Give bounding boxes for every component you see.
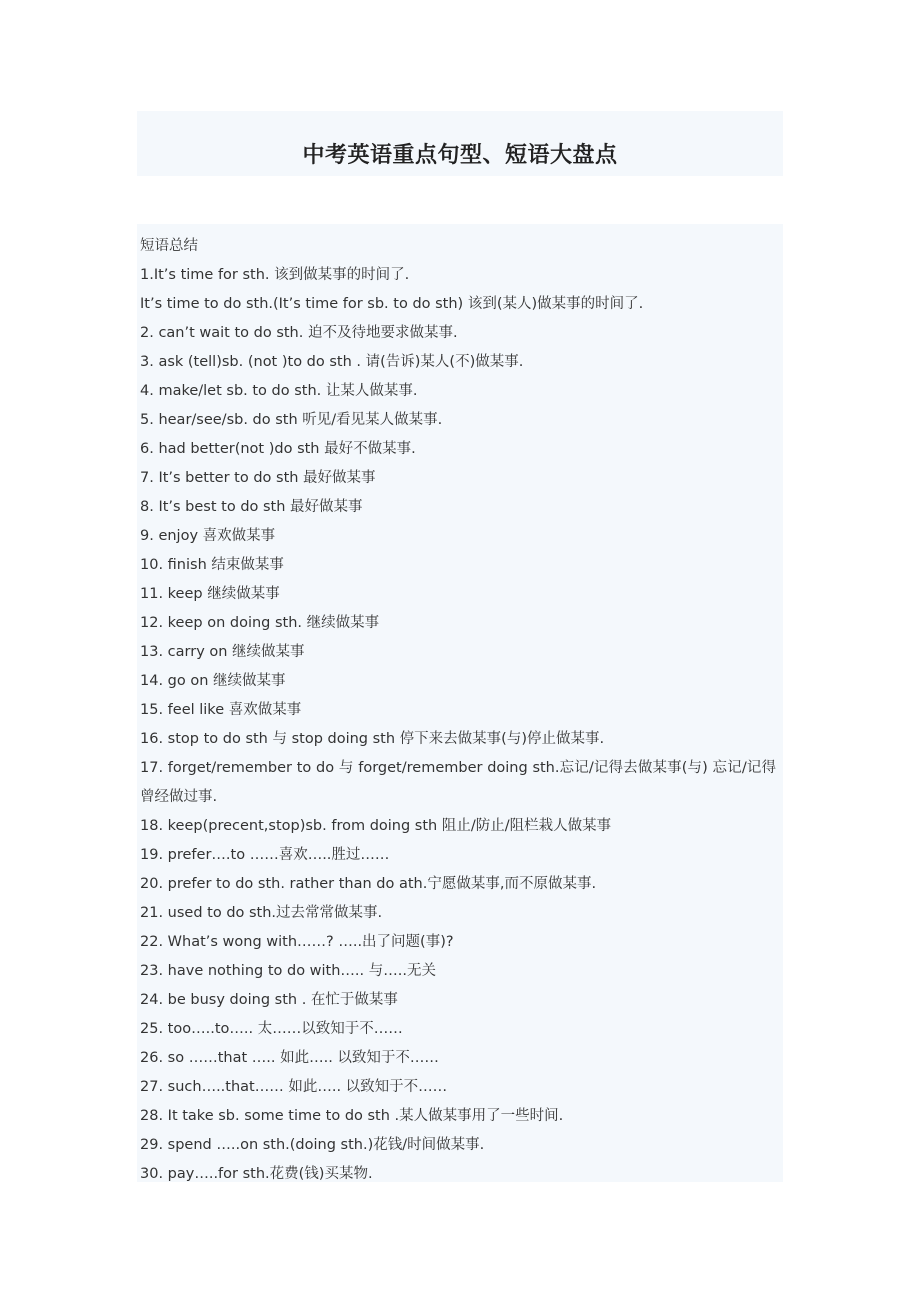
- phrase-line: 8. It’s best to do sth 最好做某事: [140, 499, 363, 515]
- phrase-line: 24. be busy doing sth . 在忙于做某事: [140, 992, 398, 1008]
- phrase-line: 9. enjoy 喜欢做某事: [140, 528, 276, 544]
- phrase-line: 22. What’s wong with……? …..出了问题(事)?: [140, 934, 454, 950]
- phrase-list: [140, 232, 776, 1189]
- phrase-line: 14. go on 继续做某事: [140, 673, 286, 689]
- phrase-line: 23. have nothing to do with….. 与…..无关: [140, 963, 436, 979]
- phrase-line: 18. keep(precent,stop)sb. from doing sth 阻止/防止/阻栏栽人做某事: [140, 818, 612, 834]
- title-banner: [137, 111, 783, 176]
- phrase-line: 13. carry on 继续做某事: [140, 644, 305, 660]
- phrase-line: 12. keep on doing sth. 继续做某事: [140, 615, 380, 631]
- phrase-line: 7. It’s better to do sth 最好做某事: [140, 470, 376, 486]
- phrase-line: 11. keep 继续做某事: [140, 586, 280, 602]
- phrase-line: 15. feel like 喜欢做某事: [140, 702, 302, 718]
- phrase-line: 27. such…..that…… 如此….. 以致知于不……: [140, 1079, 448, 1095]
- phrase-line: 26. so ……that ….. 如此….. 以致知于不……: [140, 1050, 439, 1066]
- phrase-line: 4. make/let sb. to do sth. 让某人做某事.: [140, 383, 418, 399]
- phrase-line: 21. used to do sth.过去常常做某事.: [140, 905, 383, 921]
- phrase-line: 2. can’t wait to do sth. 迫不及待地要求做某事.: [140, 325, 458, 341]
- phrase-line: 29. spend …..on sth.(doing sth.)花钱/时间做某事.: [140, 1137, 485, 1153]
- phrase-line: 28. It take sb. some time to do sth .某人做某事用了一些时间.: [140, 1108, 564, 1124]
- content-panel: [137, 224, 783, 1182]
- phrase-line: 16. stop to do sth 与 stop doing sth 停下来去做某事(与)停止做某事.: [140, 731, 605, 747]
- section-heading: 短语总结: [140, 238, 198, 254]
- phrase-line: It’s time to do sth.(It’s time for sb. to do sth) 该到(某人)做某事的时间了.: [140, 296, 644, 312]
- phrase-line: 17. forget/remember to do 与 forget/remember doing sth.忘记/记得去做某事(与) 忘记/记得曾经做过事.: [140, 760, 776, 805]
- phrase-line: 5. hear/see/sb. do sth 听见/看见某人做某事.: [140, 412, 443, 428]
- phrase-line: 3. ask (tell)sb. (not )to do sth . 请(告诉)某人(不)做某事.: [140, 354, 524, 370]
- phrase-line: 25. too…..to….. 太……以致知于不……: [140, 1021, 403, 1037]
- phrase-line: 1.It’s time for sth. 该到做某事的时间了.: [140, 267, 410, 283]
- phrase-line: 30. pay…..for sth.花费(钱)买某物.: [140, 1166, 373, 1182]
- page-title: 中考英语重点句型、短语大盘点: [302, 143, 618, 168]
- phrase-line: 20. prefer to do sth. rather than do ath.宁愿做某事,而不原做某事.: [140, 876, 597, 892]
- phrase-line: 6. had better(not )do sth 最好不做某事.: [140, 441, 416, 457]
- phrase-line: 19. prefer….to ……喜欢…..胜过……: [140, 847, 390, 863]
- phrase-line: 10. finish 结束做某事: [140, 557, 284, 573]
